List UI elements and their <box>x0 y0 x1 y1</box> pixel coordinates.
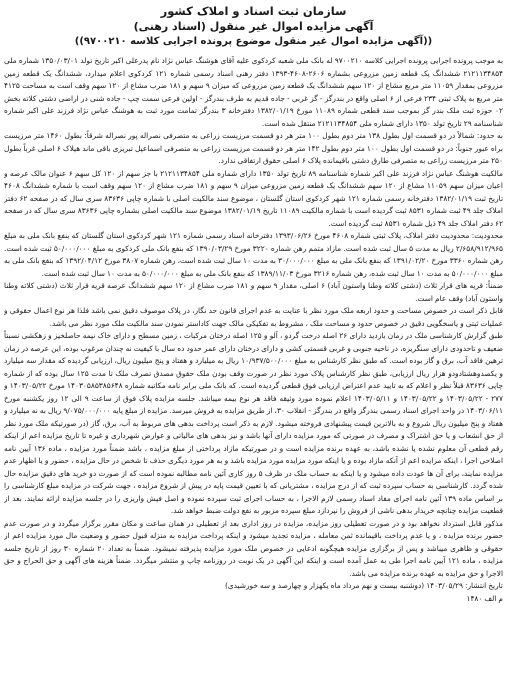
paragraph-ownership: مالکیت هوشنگ عباس نژاد فرزند علی اکبر شماره شناسنامه ۸۹ تاریخ تولد ۱۳۵۰ دارای شماره ملی ۲۱۲۱۱۳۴۸۵۴ با جز سهم از ۱۲۰ کل سهم ۶ عنوان مالک عرصه و اعیان میزان سهم ۱۱۰۵۹ مشاع از ۱۲۰ سهم ششدانگ یک قطعه زمین مزروعی میزان ۹ سهم و ۱۸۱ ضرب مشاع از ۱۲۰ سهم وقف است با شماره ششدانگ ۴۶۰۸ تاریخ ثبت ۱۳۸۲/۰۱/۱۹ دفترخانه رسمی شماره ۱۲۱ شهر کردکوی استان گلستان ، موضوع سند مالکیت اصلی با شماره چاپی ۸۳۶۳۶ سری سال که در صفحه ۶۲ دفتر املاک جلد ۴۹ ثبت شماره ۸۵۳۱ ثبت گردیده است با شماره مالکیت ۱۱۰۸۹ تاریخ ۱۳۸۲/۰۱/۱۹ موضوع سند مالکیت اصلی بشماره چاپی ۸۳۶۳۶ سری سال که در صفحه ۶۲ دفتر املاک جلد ۴۹ ذیل شماره ۸۵۳۱ ثبت گردیده است. <box>4 168 503 228</box>
paragraph-restrictions: محدودیت: محدودیت دفتر املاک، پلاک ثبتی شماره ۴۶۰۸ مورخ ۱۳۹۳/۰۶/۲۶ دفترخانه اسناد رسمی شماره ۱۲۱ شهر کردکوی استان گلستان که بنفع بانک ملی به مبلغ ۲/۶۵۸/۹۱۲/۹۶۵ ریال به مدت ۵ سال ثبت شده است. مازاد متمم رهن شماره ۳۲۲۰ مورخ ۱۳۹۰/۰۳/۲۹ که بنفع بانک ملی کردکوی به مبلغ ۵۰/۰۰۰/۰۰۰ ثبت شده است. رهن شماره ۳۳۶۰ مورخ ۱۳۹۱/۰۲/۲۰ که بنفع بانک ملی به مبلغ ۳۰/۰۰۰/۰۰۰ به مدت ۱۰ سال ثبت شده است، رهن شماره ۳۸۰۷ مورخ ۱۳۹۲/۰۴/۱۲ که بنفع بانک ملی به مبلغ ۵۰/۰۰۰/۰۰۰ به مدت ۱۰ سال ثبت شده، رهن شماره ۳۲۱۶ مورخ ۱۳۸۹/۱۱/۰۳ که بنفع بانک ملی به مبلغ ۵۰/۰۰۰/۰۰۰ به مدت ۱۰ سال ثبت شده است. <box>4 231 503 278</box>
paragraph-endowment: ضمناً: قریه های قرار ثلاث (دشتی کلاته وطنا واستون آباد) ۶ اصلی، مقدار ۹ سهم و ۱۸۱ ضرب مشاع از ۱۲۰ سهم ششدانگ عرصه قریه قرار ثلاث (دشتی کلاته وطنا واستون آباد) وقف عام است. <box>4 281 503 303</box>
auction-notice <box>4 4 503 671</box>
notice-header <box>4 4 503 49</box>
footer-id: م الف ۱۴۸۰ <box>466 593 503 603</box>
paragraph-appraisal-and-terms: طبق گزارش کارشناسی ملک در زمان بازدید دارای ۲۶ اصله درخت گردو ، آلو و ۱۲۵ اصله درختان مرکبات ، زمین مسطح و دارای خاک نیمه حاصلخیز و زهکشی نسبتاً ضعیف و تاحدودی دارای سنگریزه، در ناحیه جنوبی و غربی قسمتی کشی و دارای درختان دارای عمر حدود ده سال با کیفیت نه چندان مرغوب بوده، این عرصه در زمان ترهین فاقد آب، برق و گاز بوده است. که طبق نظر کارشناس به مبلغ ۱۰/۹۳۷/۵۰۰/۰۰۰ ریال به میلیارد و هفتاد و پنج میلیون ریال، ارزیابی گردیده که مقدار سه میلیارد و یکصدوهشتادودو هزار ریال ارزیابی، طبق نظر کارشناس پلاک مورد نظر در صورت وقف بودن ملک حقوق مصدق تصرف ملک تا مدت ۱۲۵ سال بوده که از شماره چاپی ۸۳۶۳۶ قبلاً نظر و اعلام که به تایید عدم اعتراض ارزیابی فوق قطعی گردیده است. که بانک ملی برابر نامه مکاتبه شماره ۱۴۰۳۰۵۸۵۳۸۵۶۴۸ مورخ ۱۴۰۳/۰۵/۲۲ و ۲۷۷ - ۱۴۰۳/۰۵/۲۲ و ۱۴۰۳/۰۵/۲۲ و ۱۴۰۳/۰۵/۱۱ اعلام نموده مورد وثیقه فاقد هر نوع بیمه میباشد. جلسه مزایده پلاک فوق از ساعت ۹ الی ۱۲ روز یکشنبه مورخ ۱۴۰۳/۰۶/۱۱ در واحد اجرای اسناد رسمی بندرگز واقع در بندرگز - انقلاب ۳۰، از طریق مزایده به فروش میرسد. مزایده از مبلغ پایه ۹/۰۷۵/۰۰۰/۰۰۰ ریال به نه میلیارد و هفتاد و پنج میلیون ریال شروع و به بالاترین قیمت پیشنهادی فروخته میشود. لازم به ذکر است پرداخت بدهی های مربوط به آب، برق، گاز (در صورتیکه ملک مورد نظر از حق انشعاب و یا حق اشتراک و مصرف در صورتی که مورد مزایده دارای آنها باشد و نیز بدهی های مالیاتی و عوارض شهرداری و غیره تا تاریخ مزایده اعم از اینکه رقم قطعی آن معلوم نشده یا نشده باشد، به عهده برنده مزایده است و در صورتیکه مازاد پرداختی از مبلغ مزایده ، باشد ضمناً مورد مزایده ، ماده ۱۳۶ آیین نامه اصلاحی اجرا ، اینکه مزایده اعم از آنکه مازاد بوده و یا اینکه مورد مزایده مورد مزایده باشد و به هر مورد دیگری حذف تا شخص در حال مزایده ، حضور و یا اظهار عدم مزایده نمایند، برای آن ها عودت داده میشود و یا اینکه به حساب ملک در ظرف ۵ روز کاری آئین نامه مطالبه نموده است که از صورت دو خرید های دقیق مزایده حال شده گردد. کارشناسی به حساب سپرده ثبت که از درج مزایده ، مشتریانی که با تعیین قیمت پایه در پیش از شروع مزایده ، جهت شرکت در مزایده مبلغ کارشناسی را بر اساس ماده ۱۳۹ آئین نامه اجرای مفاد اسناد رسمی لازم الاجرا ، به حساب اجرای ثبت سپرده نموده و اصل فیش واریزی را در جلسه مزایده ارائه نمایند. بعد از قطعیت مزایده چنانچه خریدار بدهی ناشی از فروش را نپردازد مبلغ سپرده مزبور به نفع دولت ضبط خواهد شد. <box>4 331 503 515</box>
notice-title: آگهی مزایده اموال غیر منقول (اسناد رهنی) <box>133 20 374 33</box>
paragraph-case-intro: به موجب پرونده اجرایی پرونده اجرایی کلاسه ۹۷۰۰۲۱۰ له بانک ملی شعبه کردکوی علیه آقای هوشنگ عباس نژاد نام پدرعلی اکبر تاریخ تولد ۱۳۵۰/۰۳/۰۱ شماره ملی ۲۱۲۱۱۳۴۸۵۴ ششدانگ یک قطعه زمین مزروعی بشماره ۲۶۰۶-۴۶۰۸-۱۳۹۳ دفتر رهنی اسناد رسمی شماره ۱۲۱ کردکوی اعلام میدارد، ششدانگ یک قطعه زمین مزروعی بمقدار ۱۱۰۵۹ متر مربع مشاع از ۱۲۰ سهم ششدانگ یک قطعه زمین مزروعی که میزان ۹ سهم و ۱۸۱ ضرب مشاع از ۱۲۰ سهم وقف است به مساحت ۴۱۲۵ متر مربع به پلاک ثبتی ۲۳۴ فرعی از ۶ اصلی واقع در بندرگز - گز غربی - جاده قدیم به طرف بندرگز - اولین فرعی سمت چپ - جاده شنی در اراضی دشتی کلاته بخش ۰۲ حوزه ثبت ملک بندر گز بموجب سند قطعی شماره ۱۱۰۸۹ مورخ ۱۳۸۲/۰۱/۱۹ دفترخانه ۳ بندرگز تمامت مورد ثبت به هوشنگ عباس نژاد فرزند علی اکبر شماره شناسنامه ۲۹ تاریخ تولد ۱۳۵۰ دارای شماره ملی ۲۱۲۱۱۳۴۸۵۴ منتقل شده است. <box>4 56 503 128</box>
paragraph-conditions: مذکور قابل استرداد نخواهد بود و در صورت تعطیلی روز مزایده، مزایده در روز اداری بعد از تعطیلی در همان ساعت و مکان مقرر برگزار میگردد و در صورت عدم حضور برنده مزایده ، و یا عدم پرداخت باقیمانده ثمن معامله ، مزایده تجدید میشود و اینکه پرداخت مزایده به منزله قبول حضور و وضعیت مال مورد مزایده اعم از حقوقی و ظاهری میباشد و پس از برگزاری مزایده هیچگونه ادعایی در خصوص ملک مورد مزایده پذیرفته نمیشود. ضمناً به تعداد ۲۰ شماره ۳۰ روز از تاریخ جلسه مزایده ، ماده ۱۲۱ آیین نامه اجرا طی به عمل آمده است و اینکه این آگهی در یک نوبت در روزنامه چاپ و منتشر میگردد. ضمناً هزینه های آگهی و حق الحراج و حق الاجرا و حق مزایده به عهده برنده مزایده می باشد. <box>4 518 503 578</box>
notice-subtitle: ((آگهی مزایده اموال غیر منقول موضوع پرونده اجرایی کلاسه ۹۷۰۰۲۱۰)) <box>74 36 433 47</box>
publication-date: تاریخ انتشار: ۱۴۰۳/۰۵/۲۹ (دوشنبه بیست و نهم مرداد ماه یکهزار و چهارصد و سه خورشیدی) <box>224 581 503 590</box>
paragraph-boundaries: به حدود: شمالاً در دو قسمت اول بطول ۱۳۸ متر دوم بطول ۱۰۰ متر هر دو قسمت مرزیست زراعی به متصرفی نصراله پور نصراله شرقاً: بطول ۱۴۶۰ متر مرزیست براه عبور جنوباً: در دو قسمت اول بطول ۱۰۰ متر دوم بطول ۱۴۲ متر هر دو قسمت مرزیست زراعی به متصرفی اسماعیل تبریزی باقی ماند هیلاک ۶ اصلی غرباً بطول ۲۵۰ متر مرزیست زراعی به متصرفی طارق دشتی باقیمانده پلاک ۶ اصلی حقوق ارتفاقی ندارد. <box>4 131 503 165</box>
organization-name: سازمان ثبت اسناد و املاک کشور <box>160 4 347 18</box>
notice-body <box>4 55 503 605</box>
paragraph-area-disclaimer: قابل ذکر است در خصوص مساحت و حدود اربعه ملک مورد نظر با عنایت به عدم اجرای قانون حد نگار، در پلاک موصوف دقیق نمی باشد فلذا هر نوع اعمال حقوقی و عملیات ثبتی و یاسخگویی دقیق در خصوص حدود و مساحت ملک ، مشروط به تفکیکی مالک جهت کاداستر نمودن سند مالکیت ملک مورد نظر می باشد. <box>4 306 503 328</box>
